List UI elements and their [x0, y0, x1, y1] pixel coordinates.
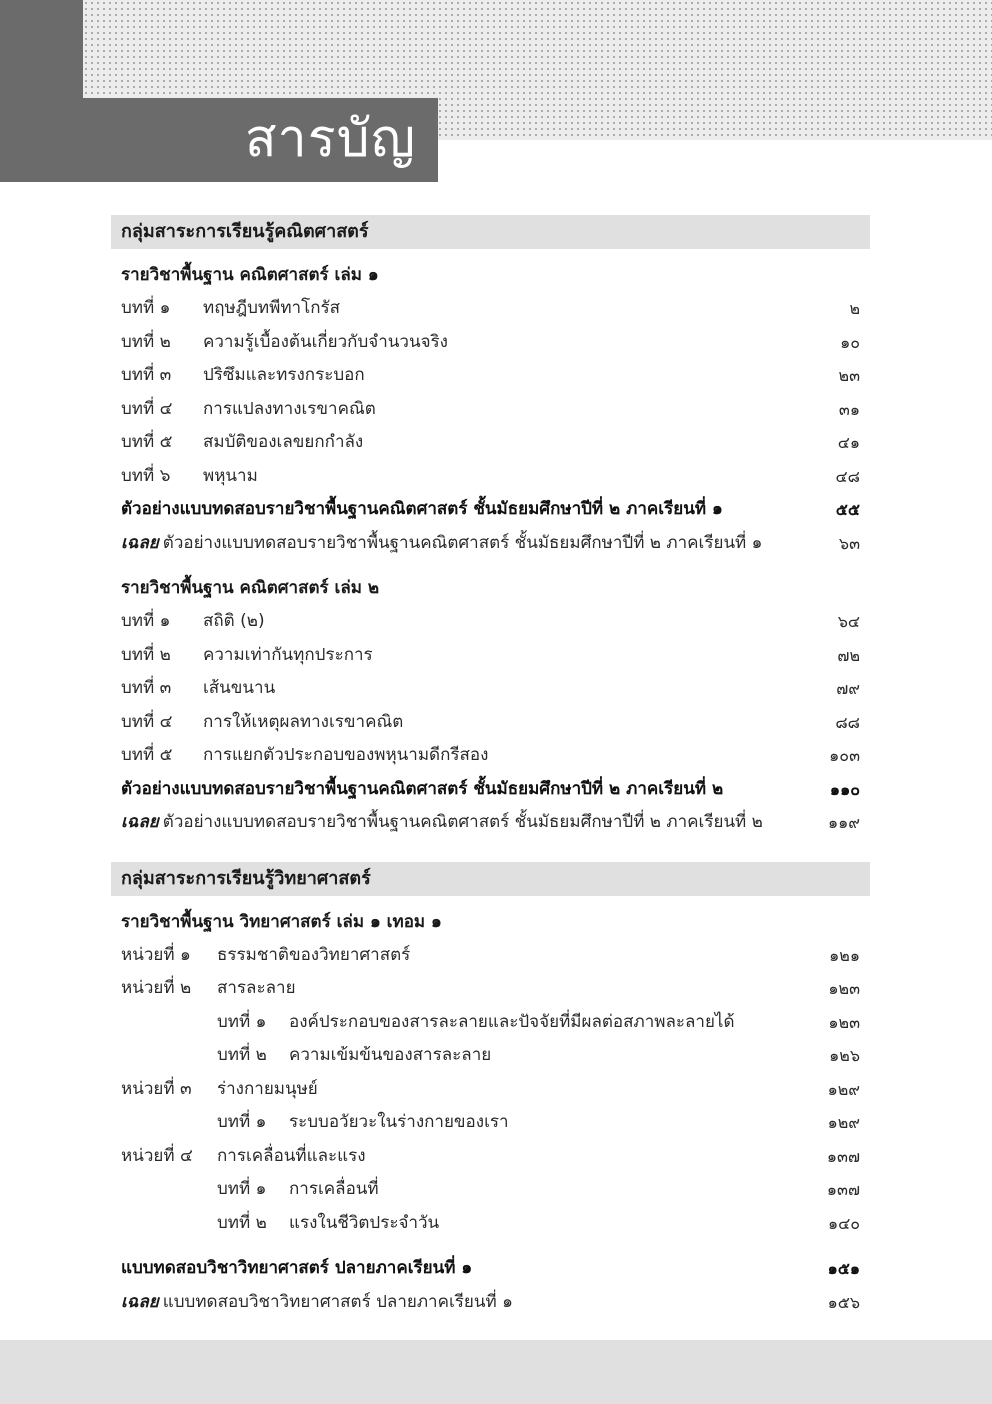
- toc-entry-exam[interactable]: [111, 493, 870, 527]
- footer-band: [0, 1340, 992, 1404]
- chapter-label: บทที่ ๖: [121, 465, 171, 486]
- unit-label: หน่วยที่ ๓: [121, 1078, 192, 1099]
- page-number: ๑๔๐: [827, 1213, 860, 1233]
- answer-prefix: เฉลย: [121, 532, 159, 553]
- page-number: ๑๐: [840, 332, 860, 352]
- toc-entry[interactable]: [111, 739, 870, 773]
- chapter-title: แรงในชีวิตประจำวัน: [289, 1212, 440, 1233]
- toc-entry[interactable]: [111, 1039, 870, 1073]
- page-number: ๗๒: [837, 645, 860, 665]
- chapter-label: บทที่ ๑: [217, 1112, 267, 1132]
- chapter-label: บทที่ ๒: [121, 331, 171, 352]
- page-number: ๑๓๗: [826, 1180, 860, 1199]
- toc-entry-unit[interactable]: [111, 1073, 870, 1107]
- chapter-title: ทฤษฎีบทพีทาโกรัส: [203, 298, 341, 318]
- chapter-label: บทที่ ๑: [121, 298, 171, 318]
- chapter-title: การแยกตัวประกอบของพหุนามดีกรีสอง: [203, 745, 489, 765]
- toc-entry[interactable]: [111, 605, 870, 639]
- page-number: ๑๕๑: [827, 1259, 860, 1278]
- chapter-label: บทที่ ๕: [121, 745, 173, 765]
- chapter-title: ระบบอวัยวะในร่างกายของเรา: [289, 1112, 509, 1132]
- answer-prefix: เฉลย: [121, 1291, 159, 1312]
- chapter-label: บทที่ ๑: [217, 1179, 267, 1199]
- toc-entry-unit[interactable]: [111, 972, 870, 1006]
- toc-entry[interactable]: [111, 326, 870, 360]
- page-number: ๑๒๙: [827, 1113, 860, 1132]
- title-banner: [83, 98, 438, 182]
- chapter-label: บทที่ ๒: [217, 1045, 267, 1065]
- page-number: ๑๕๖: [827, 1292, 860, 1312]
- toc-entry[interactable]: [111, 426, 870, 460]
- page-number: ๑๐๓: [829, 746, 860, 765]
- page-title: สารบัญ: [244, 109, 416, 169]
- toc-entry[interactable]: [111, 1106, 870, 1140]
- chapter-title: เส้นขนาน: [203, 678, 276, 698]
- page-number: ๖๓: [838, 533, 860, 553]
- unit-title: การเคลื่อนที่และแรง: [217, 1145, 366, 1166]
- toc-entry-exam[interactable]: [111, 1252, 870, 1286]
- chapter-title: ความรู้เบื้องต้นเกี่ยวกับจำนวนจริง: [203, 331, 448, 352]
- section-header-science: กลุ่มสาระการเรียนรู้วิทยาศาสตร์: [111, 862, 870, 896]
- answer-prefix: เฉลย: [121, 812, 159, 832]
- chapter-label: บทที่ ๑: [217, 1011, 267, 1032]
- toc-entry[interactable]: [111, 460, 870, 494]
- toc-entry[interactable]: [111, 706, 870, 740]
- page-number: ๑๒๓: [828, 979, 860, 998]
- page-number: ๓๑: [838, 399, 860, 419]
- toc-entry[interactable]: [111, 359, 870, 393]
- exam-title: แบบทดสอบวิชาวิทยาศาสตร์ ปลายภาคเรียนที่ ๑: [121, 1258, 473, 1278]
- toc-entry[interactable]: [111, 1173, 870, 1207]
- toc-entry[interactable]: [111, 672, 870, 706]
- page-number: ๖๔: [837, 612, 860, 631]
- toc-entry[interactable]: [111, 1006, 870, 1040]
- chapter-label: บทที่ ๔: [121, 398, 173, 419]
- unit-title: ธรรมชาติของวิทยาศาสตร์: [217, 944, 411, 965]
- page-number: ๑๓๗: [826, 1146, 860, 1166]
- exam-title: ตัวอย่างแบบทดสอบรายวิชาพื้นฐานคณิตศาสตร์ ชั้นมัธยมศึกษาปีที่ ๒ ภาคเรียนที่ ๒: [121, 778, 724, 799]
- page-number: ๕๕: [835, 500, 860, 519]
- chapter-label: บทที่ ๓: [121, 678, 172, 698]
- table-of-contents: [111, 215, 870, 1319]
- toc-entry-exam[interactable]: [111, 773, 870, 807]
- answer-title: แบบทดสอบวิชาวิทยาศาสตร์ ปลายภาคเรียนที่ ๑: [162, 1291, 513, 1312]
- unit-title: สารละลาย: [217, 978, 296, 998]
- subject-title: รายวิชาพื้นฐาน คณิตศาสตร์ เล่ม ๑: [121, 265, 379, 285]
- page-number: ๑๑๐: [829, 779, 860, 799]
- toc-entry-unit[interactable]: [111, 1140, 870, 1174]
- page-number: ๔๘: [835, 466, 860, 486]
- toc-entry-answer[interactable]: [111, 806, 870, 840]
- section-header-math: กลุ่มสาระการเรียนรู้คณิตศาสตร์: [111, 215, 870, 249]
- chapter-label: บทที่ ๑: [121, 611, 171, 631]
- chapter-title: องค์ประกอบของสารละลายและปัจจัยที่มีผลต่อสภาพละลายได้: [289, 1011, 735, 1032]
- chapter-label: บทที่ ๔: [121, 711, 173, 732]
- unit-label: หน่วยที่ ๒: [121, 978, 192, 998]
- unit-label: หน่วยที่ ๑: [121, 944, 191, 965]
- page-number: ๒๓: [838, 366, 860, 385]
- chapter-label: บทที่ ๓: [121, 365, 172, 385]
- subject-title: รายวิชาพื้นฐาน คณิตศาสตร์ เล่ม ๒: [121, 578, 380, 598]
- toc-entry-answer[interactable]: [111, 527, 870, 561]
- answer-title: ตัวอย่างแบบทดสอบรายวิชาพื้นฐานคณิตศาสตร์ ชั้นมัธยมศึกษาปีที่ ๒ ภาคเรียนที่ ๒: [162, 812, 763, 832]
- exam-title: ตัวอย่างแบบทดสอบรายวิชาพื้นฐานคณิตศาสตร์ ชั้นมัธยมศึกษาปีที่ ๒ ภาคเรียนที่ ๑: [121, 499, 723, 519]
- chapter-title: การเคลื่อนที่: [289, 1179, 379, 1199]
- subject-title: รายวิชาพื้นฐาน วิทยาศาสตร์ เล่ม ๑ เทอม ๑: [121, 911, 442, 932]
- chapter-label: บทที่ ๒: [121, 644, 171, 665]
- page-number: ๔๑: [837, 433, 860, 452]
- page-number: ๑๒๓: [828, 1012, 860, 1032]
- page-number: ๘๘: [835, 712, 860, 732]
- toc-entry-answer[interactable]: [111, 1286, 870, 1320]
- page-number: ๑๑๙: [827, 813, 860, 832]
- chapter-title: สมบัติของเลขยกกำลัง: [203, 432, 364, 452]
- chapter-label: บทที่ ๕: [121, 432, 173, 452]
- chapter-title: พหุนาม: [203, 465, 258, 486]
- unit-label: หน่วยที่ ๔: [121, 1145, 193, 1166]
- toc-entry[interactable]: [111, 292, 870, 326]
- page-number: ๑๒๖: [829, 1046, 860, 1065]
- chapter-title: ความเข้มข้นของสารละลาย: [289, 1045, 492, 1065]
- unit-title: ร่างกายมนุษย์: [217, 1078, 318, 1099]
- page-number: ๑๒๑: [829, 945, 860, 965]
- chapter-title: การแปลงทางเรขาคณิต: [203, 398, 376, 419]
- toc-entry[interactable]: [111, 1207, 870, 1241]
- corner-block: [0, 0, 83, 182]
- chapter-label: บทที่ ๒: [217, 1212, 267, 1233]
- chapter-title: ความเท่ากันทุกประการ: [203, 644, 373, 665]
- answer-title: ตัวอย่างแบบทดสอบรายวิชาพื้นฐานคณิตศาสตร์ ชั้นมัธยมศึกษาปีที่ ๒ ภาคเรียนที่ ๑: [162, 532, 763, 553]
- toc-entry[interactable]: [111, 639, 870, 673]
- chapter-title: การให้เหตุผลทางเรขาคณิต: [203, 711, 404, 732]
- chapter-title: สถิติ (๒): [203, 611, 265, 631]
- page-number: ๗๙: [836, 679, 860, 698]
- page-number: ๒: [849, 299, 860, 318]
- page-number: ๑๒๙: [827, 1079, 860, 1099]
- toc-entry[interactable]: [111, 393, 870, 427]
- toc-entry-unit[interactable]: [111, 939, 870, 973]
- chapter-title: ปริซึมและทรงกระบอก: [203, 365, 365, 385]
